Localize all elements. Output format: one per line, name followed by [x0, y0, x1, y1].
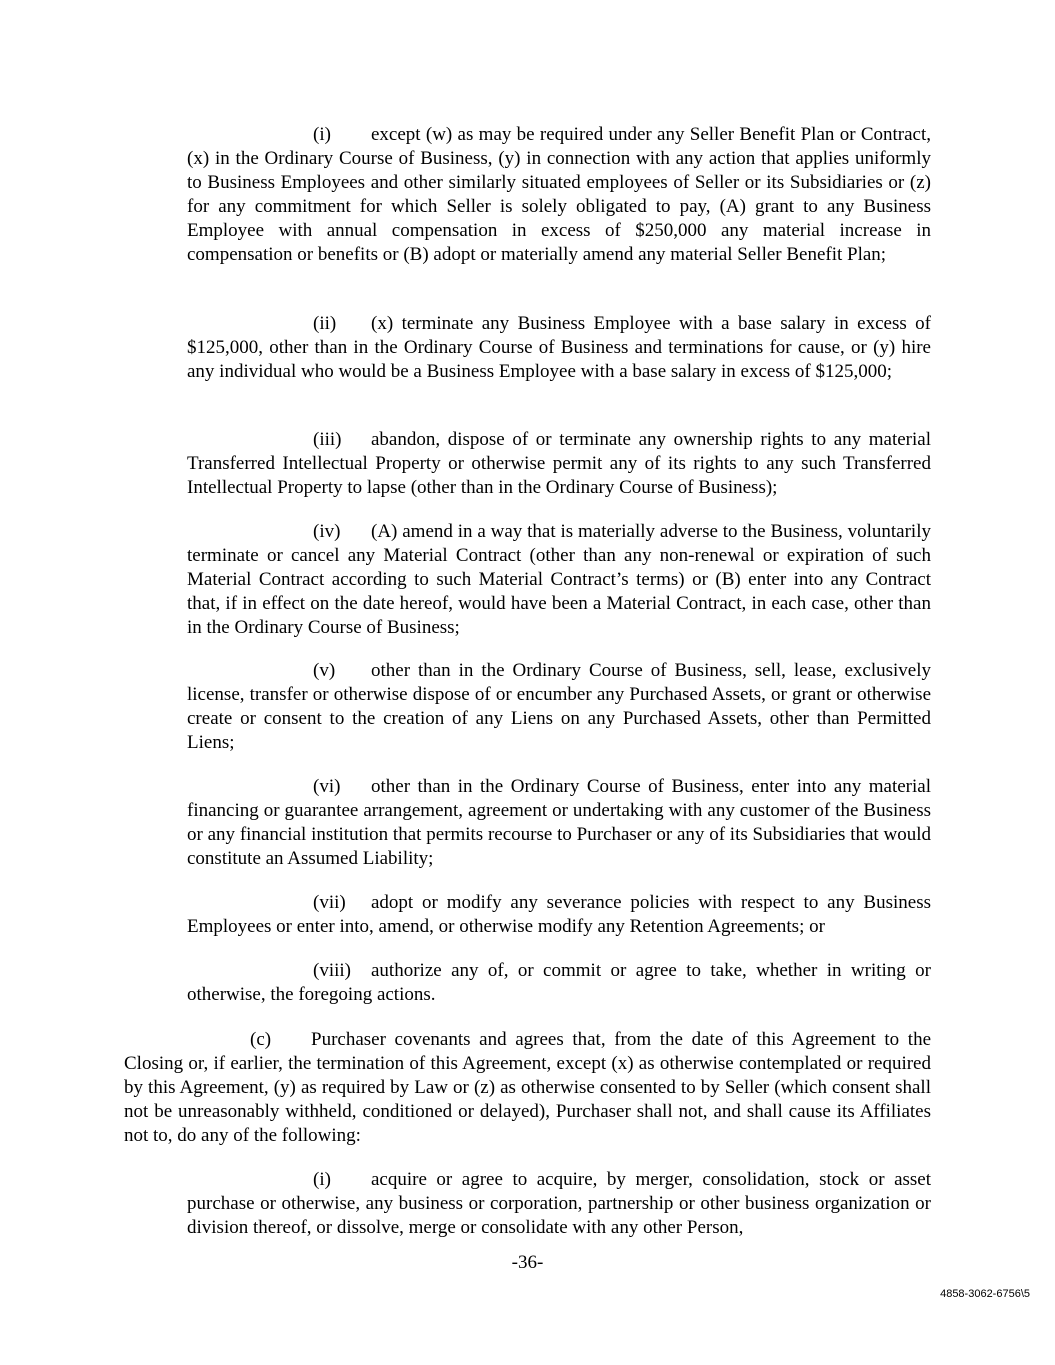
clause-label: (viii)	[313, 960, 351, 981]
clause-text: Purchaser covenants and agrees that, from the date of this Agreement to the Closing or, if earlier, the termination of this Agreement, except (x) as otherwise contemplated or required by this Agreement, (y) as required by Law or (z) as otherwise consented to by Seller (which consent shall not be unreasonably withheld, conditioned or delayed), Purchaser shall not, and shall cause its Affiliates not to, do any of the following:	[124, 1029, 931, 1146]
clause-b-vii	[187, 891, 931, 939]
clause-text: adopt or modify any severance policies with respect to any Business Employees or enter into, amend, or otherwise modify any Retention Agreements; or	[187, 892, 931, 937]
clause-b-iv	[187, 520, 931, 640]
clause-label: (vii)	[313, 892, 346, 913]
clause-text: other than in the Ordinary Course of Business, sell, lease, exclusively license, transfer or otherwise dispose of or encumber any Purchased Assets, or grant or otherwise create or consent to the creation of any Liens on any Purchased Assets, other than Permitted Liens;	[187, 660, 931, 753]
clause-label: (vi)	[313, 776, 341, 797]
clause-c	[124, 1028, 931, 1148]
clause-label: (i)	[313, 1169, 331, 1190]
clause-b-vi	[187, 775, 931, 871]
clause-text: authorize any of, or commit or agree to take, whether in writing or otherwise, the foregoing actions.	[187, 960, 931, 1005]
clause-label: (c)	[250, 1029, 272, 1050]
clause-label: (iv)	[313, 521, 341, 542]
clause-text: (x) terminate any Business Employee with a base salary in excess of $125,000, other than in the Ordinary Course of Business and terminations for cause, or (y) hire any individual who would be a Business Employee with a base salary in excess of $125,000;	[187, 313, 931, 382]
clause-b-ii	[187, 312, 931, 384]
clause-c-i	[187, 1168, 931, 1240]
clause-b-v	[187, 659, 931, 755]
clause-label: (v)	[313, 660, 336, 681]
clause-b-i	[187, 123, 931, 266]
clause-text: (A) amend in a way that is materially adverse to the Business, voluntarily terminate or cancel any Material Contract (other than any non-renewal or expiration of such Material Contract according to such Material Contract’s terms) or (B) enter into any Contract that, if in effect on the date hereof, would have been a Material Contract, in each case, other than in the Ordinary Course of Business;	[187, 521, 931, 638]
clause-text: other than in the Ordinary Course of Business, enter into any material financing or guarantee arrangement, agreement or undertaking with any customer of the Business or any financial institution that permits recourse to Purchaser or any of its Subsidiaries that would constitute an Assumed Liability;	[187, 776, 931, 869]
clause-text: abandon, dispose of or terminate any ownership rights to any material Transferred Intellectual Property or otherwise permit any of its rights to any such Transferred Intellectual Property to lapse (other than in the Ordinary Course of Business);	[187, 429, 931, 498]
clause-b-iii	[187, 428, 931, 500]
clause-text: except (w) as may be required under any Seller Benefit Plan or Contract, (x) in the Ordinary Course of Business, (y) in connection with any action that applies uniformly to Business Employees and other similarly situated employees of Seller or its Subsidiaries or (z) for any commitment for which Seller is solely obligated to pay, (A) grant to any Business Employee with annual compensation in excess of $250,000 any material increase in compensation or benefits or (B) adopt or materially amend any material Seller Benefit Plan;	[187, 124, 931, 265]
clause-label: (ii)	[313, 313, 337, 334]
clause-b-viii	[187, 959, 931, 1007]
clause-text: acquire or agree to acquire, by merger, consolidation, stock or asset purchase or otherwise, any business or corporation, partnership or other business organization or division thereof, or dissolve, merge or consolidate with any other Person,	[187, 1169, 931, 1238]
clause-label: (iii)	[313, 429, 342, 450]
page-number: -36-	[511, 1252, 544, 1273]
clause-label: (i)	[313, 124, 331, 145]
document-id: 4858-3062-6756\5	[940, 1288, 1030, 1300]
